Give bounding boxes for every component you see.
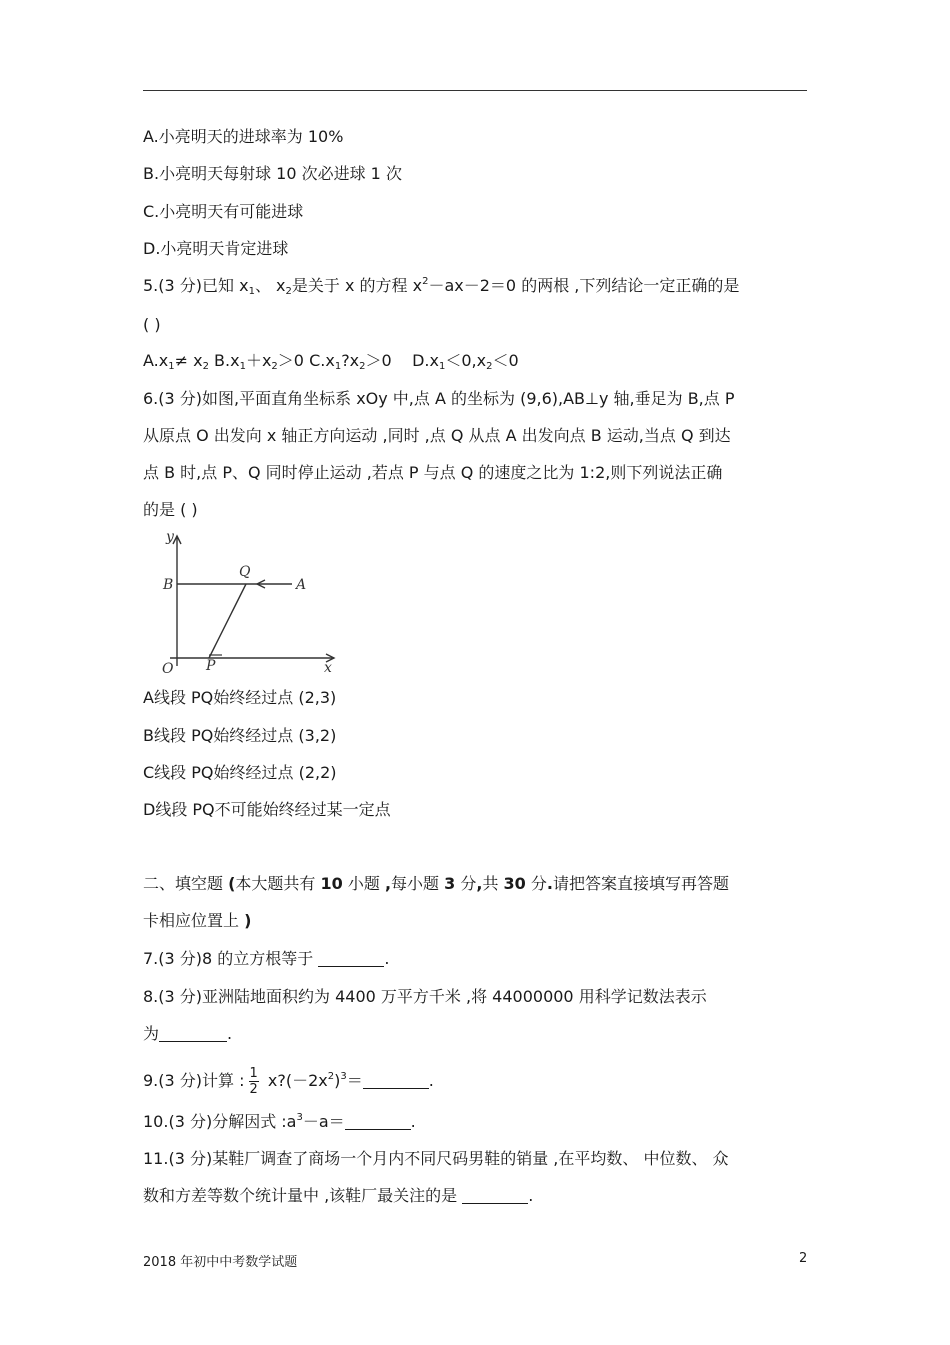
coordinate-figure	[162, 528, 342, 678]
q7: 7.(3 分)8 的立方根等于 .	[143, 949, 390, 968]
label-p: P	[206, 658, 216, 674]
q8-answer-blank[interactable]	[159, 1025, 227, 1042]
section2-heading-line2: 卡相应位置上 )	[143, 911, 252, 930]
q6-option-a: A线段 PQ始终经过点 (2,3)	[143, 688, 337, 707]
q4-option-b: B.小亮明天每射球 10 次必进球 1 次	[143, 164, 402, 183]
label-b: B	[163, 577, 174, 593]
q10-answer-blank[interactable]	[345, 1113, 411, 1130]
q9: 9.(3 分)计算 : $\frac{1}{2}$ $x?(-2x^2)^3=$ .	[143, 1066, 434, 1097]
q6-stem-line2: 从原点 O 出发向 x 轴正方向运动 ,同时 ,点 Q 从点 A 出发向点 B 运动,当点 Q 到达	[143, 426, 731, 445]
page-number: 2	[799, 1251, 808, 1266]
q10: 10.(3 分)分解因式 $:a^3-a=$ .	[143, 1112, 416, 1131]
q5-stem: 5.(3 分)已知 $x_1$、 $x_2$是关于 x 的方程 $x^2-ax-2=0$ 的两根 ,下列结论一定正确的是	[143, 276, 740, 297]
q8-line2: 为 .	[143, 1024, 233, 1043]
q4-option-c: C.小亮明天有可能进球	[143, 202, 304, 221]
q6-option-d: D线段 PQ不可能始终经过某一定点	[143, 800, 391, 819]
fraction-one-half: $\frac{1}{2}$	[249, 1066, 258, 1097]
footer-title: 2018 年初中中考数学试题	[143, 1255, 298, 1270]
q4-option-a: A.小亮明天的进球率为 10%	[143, 127, 344, 146]
q5-answer-paren: ( )	[143, 315, 161, 334]
header-rule	[143, 90, 807, 91]
q11-answer-blank[interactable]	[462, 1187, 528, 1204]
section2-heading-line1: 二、填空题 (本大题共有 10 小题 ,每小题 3 分,共 30 分.请把答案直接填写再答题	[143, 874, 729, 893]
q4-option-d: D.小亮明天肯定进球	[143, 239, 289, 258]
q6-option-c: C线段 PQ始终经过点 (2,2)	[143, 763, 337, 782]
label-o: O	[162, 661, 174, 677]
label-x: x	[324, 660, 332, 676]
label-q: Q	[239, 564, 251, 580]
q11-line1: 11.(3 分)某鞋厂调查了商场一个月内不同尺码男鞋的销量 ,在平均数、 中位数、 众	[143, 1149, 729, 1168]
q6-stem-line4: 的是 ( )	[143, 500, 198, 519]
segment-pq	[209, 584, 246, 658]
q11-line2: 数和方差等数个统计量中 ,该鞋厂最关注的是 .	[143, 1186, 534, 1205]
q6-option-b: B线段 PQ始终经过点 (3,2)	[143, 726, 337, 745]
label-a: A	[296, 577, 307, 593]
q5-options: $A.x_1\ne x_2$ $B.x_1+x_2>0$ $C.x_1?x_2>0$ $D.x_1<0,x_2<0$	[143, 351, 519, 372]
label-y: y	[166, 529, 174, 545]
q6-stem-line3: 点 B 时,点 P、Q 同时停止运动 ,若点 P 与点 Q 的速度之比为 1:2,则下列说法正确	[143, 463, 723, 482]
q6-stem-line1: 6.(3 分)如图,平面直角坐标系 xOy 中,点 A 的坐标为 (9,6),AB⊥y 轴,垂足为 B,点 P	[143, 389, 735, 408]
q9-answer-blank[interactable]	[363, 1072, 429, 1089]
q8-line1: 8.(3 分)亚洲陆地面积约为 4400 万平方千米 ,将 44000000 用科学记数法表示	[143, 987, 707, 1006]
q7-answer-blank[interactable]	[318, 950, 384, 967]
